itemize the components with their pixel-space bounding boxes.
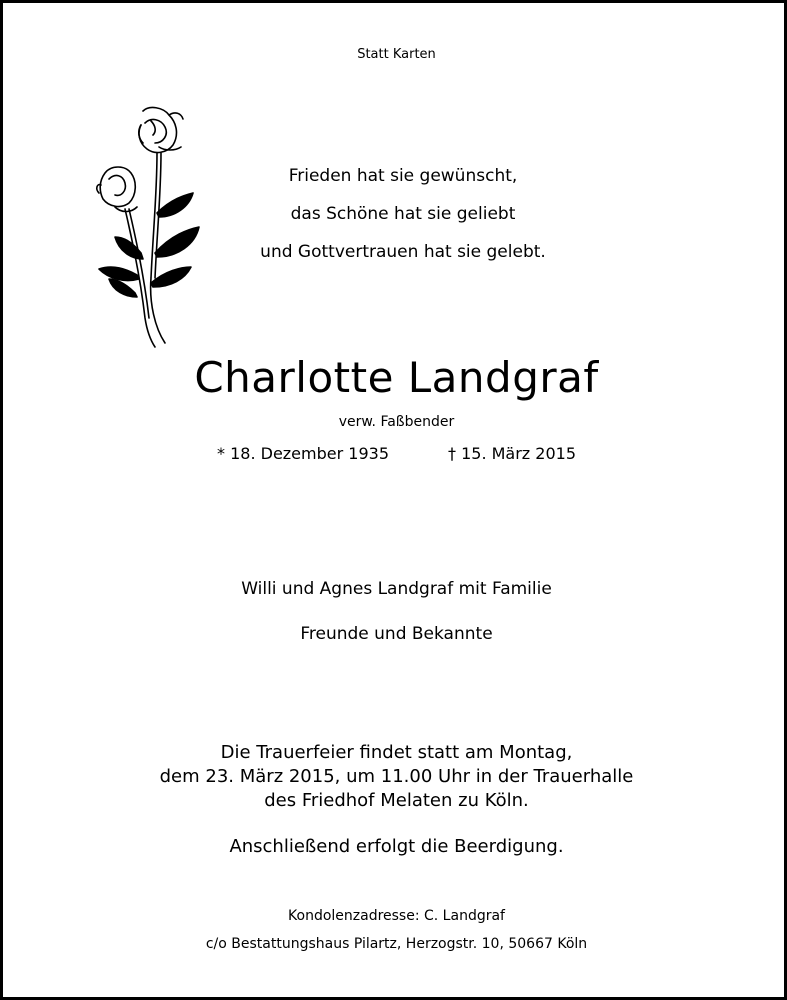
birth-date: * 18. Dezember 1935 — [217, 444, 389, 463]
death-date: † 15. März 2015 — [448, 444, 577, 463]
mourners-family: Willi und Agnes Landgraf mit Familie — [241, 579, 552, 599]
rose-illustration-icon — [85, 103, 205, 348]
deceased-maiden-name: verw. Faßbender — [338, 414, 455, 430]
service-line-2: dem 23. März 2015, um 11.00 Uhr in der Trauerhalle — [159, 766, 634, 787]
verse-line-2: das Schöne hat sie geliebt — [290, 204, 516, 224]
deceased-name: Charlotte Landgraf — [194, 353, 599, 402]
service-line-3: des Friedhof Melaten zu Köln. — [264, 790, 529, 811]
mourners-friends: Freunde und Bekannte — [300, 624, 493, 644]
condolence-address-line-1: Kondolenzadresse: C. Landgraf — [288, 908, 505, 924]
verse-line-1: Frieden hat sie gewünscht, — [288, 166, 518, 186]
service-line-1: Die Trauerfeier findet statt am Montag, — [220, 742, 573, 763]
verse-line-3: und Gottvertrauen hat sie gelebt. — [260, 242, 546, 262]
burial-note: Anschließend erfolgt die Beerdigung. — [229, 836, 564, 857]
header-text: Statt Karten — [357, 47, 436, 62]
condolence-address-line-2: c/o Bestattungshaus Pilartz, Herzogstr. 10, 50667 Köln — [205, 936, 588, 952]
